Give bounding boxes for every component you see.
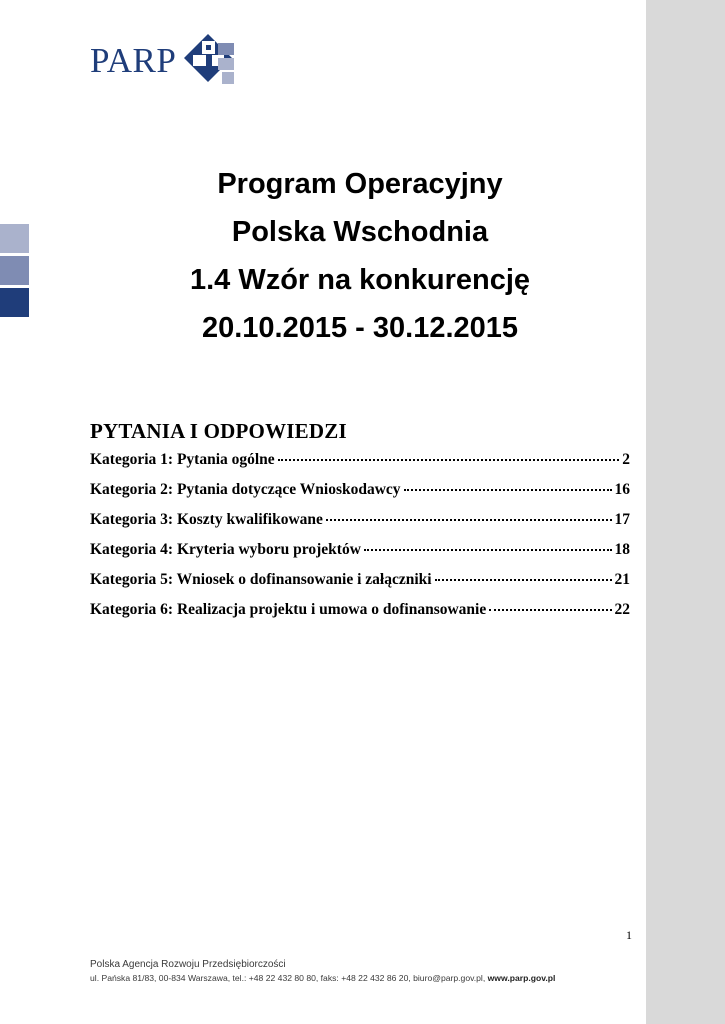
parp-logo <box>90 32 240 88</box>
toc-leader-dots <box>278 458 620 461</box>
toc-leader-dots <box>326 518 612 521</box>
toc-entry-label: Kategoria 6: Realizacja projektu i umowa o dofinansowanie <box>90 601 487 618</box>
toc-entry-5[interactable] <box>90 571 630 601</box>
toc-entry-1[interactable] <box>90 451 630 481</box>
toc-entry-label: Kategoria 5: Wniosek o dofinansowanie i załączniki <box>90 571 432 588</box>
page-number: 1 <box>626 928 632 942</box>
side-accent-block-light <box>0 224 29 253</box>
title-line-program: Program Operacyjny <box>217 168 503 200</box>
toc-entry-page: 22 <box>614 601 630 618</box>
toc-entry-label: Kategoria 1: Pytania ogólne <box>90 451 275 468</box>
footer-website-link[interactable]: www.parp.gov.pl <box>487 973 556 983</box>
footer-organization: Polska Agencja Rozwoju Przedsiębiorczości <box>90 959 286 970</box>
toc-leader-dots <box>404 488 612 491</box>
toc-entry-4[interactable] <box>90 541 630 571</box>
toc-entry-label: Kategoria 2: Pytania dotyczące Wnioskodawcy <box>90 481 401 498</box>
toc-entry-page: 2 <box>622 451 630 468</box>
parp-logo-mark-icon <box>182 32 238 88</box>
toc-entry-label: Kategoria 3: Koszty kwalifikowane <box>90 511 323 528</box>
toc-entry-6[interactable] <box>90 601 630 631</box>
logo-text: PARP <box>90 41 177 80</box>
toc-entry-page: 16 <box>614 481 630 498</box>
title-line-region: Polska Wschodnia <box>231 216 489 248</box>
section-heading: PYTANIA I ODPOWIEDZI <box>90 419 347 443</box>
toc-leader-dots <box>435 578 612 581</box>
side-accent-block-mid <box>0 256 29 285</box>
toc-entry-page: 21 <box>614 571 630 588</box>
toc-leader-dots <box>364 548 612 551</box>
table-of-contents <box>90 451 630 631</box>
title-line-measure: 1.4 Wzór na konkurencję <box>189 264 531 296</box>
toc-entry-2[interactable] <box>90 481 630 511</box>
toc-leader-dots <box>489 608 611 611</box>
footer-contact-line <box>90 972 555 984</box>
toc-entry-label: Kategoria 4: Kryteria wyboru projektów <box>90 541 361 558</box>
toc-entry-3[interactable] <box>90 511 630 541</box>
toc-entry-page: 18 <box>614 541 630 558</box>
toc-entry-page: 17 <box>614 511 630 528</box>
right-side-band <box>646 0 725 1024</box>
title-line-dates: 20.10.2015 - 30.12.2015 <box>201 312 519 344</box>
page-footer <box>90 958 555 984</box>
footer-address: ul. Pańska 81/83, 00-834 Warszawa, tel.: +48 22 432 80 80, faks: +48 22 432 86 20, biuro@parp.gov.pl, <box>90 973 488 983</box>
document-title <box>90 160 630 352</box>
side-accent-block-dark <box>0 288 29 317</box>
